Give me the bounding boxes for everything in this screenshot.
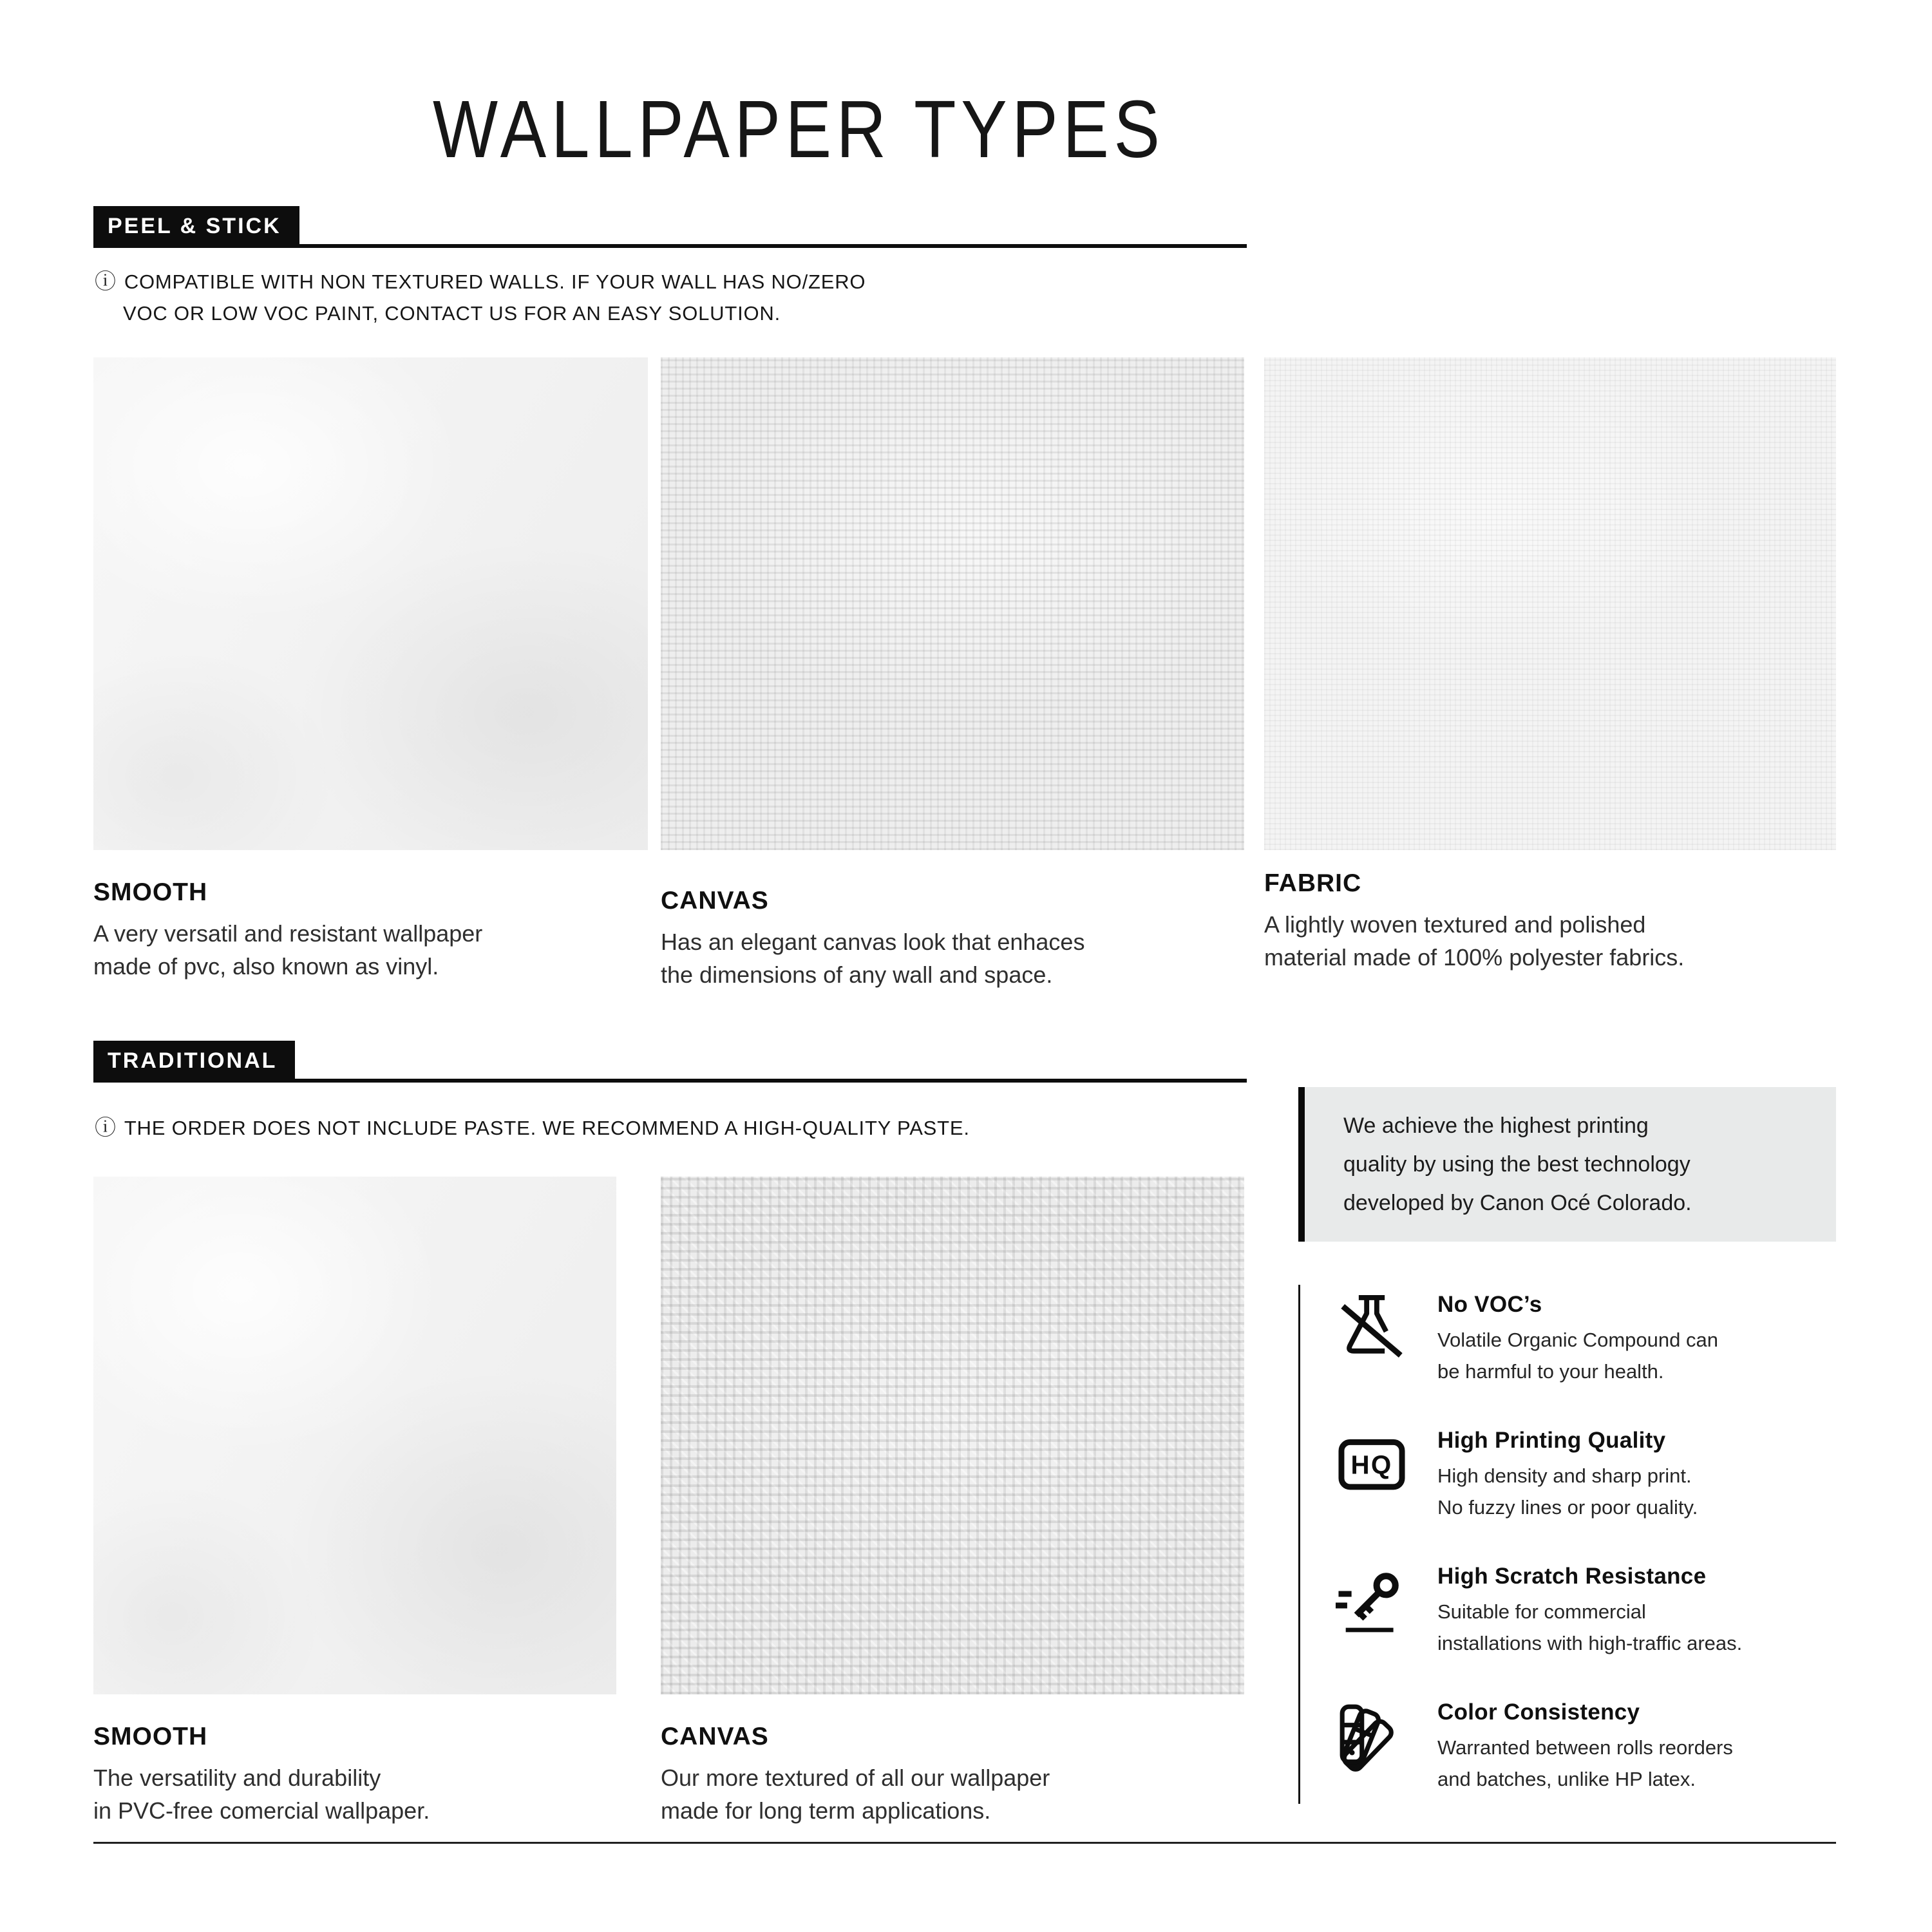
page-title: WALLPAPER TYPES (433, 84, 1165, 175)
smooth-texture-swatch (93, 357, 648, 850)
feature-description: Volatile Organic Compound can be harmful to your health. (1437, 1329, 1718, 1383)
key-scratch-icon (1336, 1564, 1408, 1636)
type-description: A very versatil and resistant wallpaper made of pvc, also known as vinyl. (93, 920, 483, 980)
traditional-smooth-card (93, 1177, 616, 1827)
peel-stick-swatch-row (93, 357, 1836, 991)
callout-text: We achieve the highest printing quality by using the best technology developed by Canon Océ Colorado. (1305, 1087, 1836, 1242)
peel-stick-note (95, 265, 866, 329)
peel-stick-note-text1: COMPATIBLE WITH NON TEXTURED WALLS. IF YOUR WALL HAS NO/ZERO (124, 270, 866, 293)
hq-badge-icon (1336, 1428, 1408, 1500)
traditional-canvas-card (661, 1177, 1244, 1827)
feature-color-consistency (1298, 1700, 1836, 1795)
feature-high-scratch-resistance (1298, 1564, 1836, 1659)
traditional-note-text1: THE ORDER DOES NOT INCLUDE PASTE. WE RECOMMEND A HIGH-QUALITY PASTE. (124, 1117, 970, 1139)
feature-no-voc (1298, 1292, 1836, 1387)
feature-description: High density and sharp print. No fuzzy lines or poor quality. (1437, 1464, 1698, 1519)
bottom-rule (93, 1842, 1836, 1844)
peel-stick-note-line2: VOC OR LOW VOC PAINT, CONTACT US FOR AN EASY SOLUTION. (123, 302, 781, 325)
color-swatch-fan-icon (1336, 1700, 1408, 1772)
type-description: A lightly woven textured and polished material made of 100% polyester fabrics. (1264, 911, 1685, 971)
traditional-note-line1 (95, 1112, 970, 1144)
traditional-swatch-row (93, 1177, 1244, 1827)
svg-text:HQ: HQ (1350, 1450, 1393, 1480)
type-name: CANVAS (661, 887, 769, 914)
type-name: SMOOTH (93, 878, 208, 906)
feature-title: Color Consistency (1437, 1700, 1640, 1725)
features-list (1298, 1292, 1836, 1835)
type-description: Has an elegant canvas look that enhaces the dimensions of any wall and space. (661, 929, 1085, 988)
traditional-label: TRADITIONAL (93, 1041, 295, 1083)
canvas-texture-swatch (661, 357, 1244, 850)
callout-accent-bar (1298, 1087, 1305, 1242)
feature-description: Suitable for commercial installations with high-traffic areas. (1437, 1600, 1743, 1654)
peel-stick-label: PEEL & STICK (93, 206, 299, 248)
info-circle-icon: ⓘ (95, 1115, 117, 1139)
feature-title: High Printing Quality (1437, 1428, 1666, 1453)
feature-title: High Scratch Resistance (1437, 1564, 1707, 1589)
feature-high-printing-quality (1298, 1428, 1836, 1523)
traditional-header-rule (295, 1079, 1247, 1083)
type-name: CANVAS (661, 1723, 769, 1750)
peel-stick-section-header (93, 206, 1247, 248)
info-circle-icon: ⓘ (95, 269, 117, 293)
traditional-note (95, 1112, 970, 1144)
type-description: The versatility and durability in PVC-free comercial wallpaper. (93, 1765, 430, 1824)
no-voc-flask-icon (1336, 1292, 1408, 1364)
type-description: Our more textured of all our wallpaper made for long term applications. (661, 1765, 1050, 1824)
peel-stick-canvas-card (661, 357, 1244, 991)
peel-stick-fabric-card (1264, 357, 1836, 991)
traditional-section-header (93, 1041, 1247, 1083)
smooth-texture-swatch (93, 1177, 616, 1694)
feature-title: No VOC’s (1437, 1292, 1542, 1317)
feature-description: Warranted between rolls reorders and batches, unlike HP latex. (1437, 1736, 1733, 1790)
printing-quality-callout (1298, 1087, 1836, 1242)
peel-stick-note-line1 (95, 265, 866, 298)
type-name: SMOOTH (93, 1723, 208, 1750)
peel-stick-header-rule (299, 244, 1247, 248)
peel-stick-smooth-card (93, 357, 648, 991)
type-name: FABRIC (1264, 869, 1362, 897)
fabric-texture-swatch (1264, 357, 1836, 850)
canvas-texture-swatch (661, 1177, 1244, 1694)
